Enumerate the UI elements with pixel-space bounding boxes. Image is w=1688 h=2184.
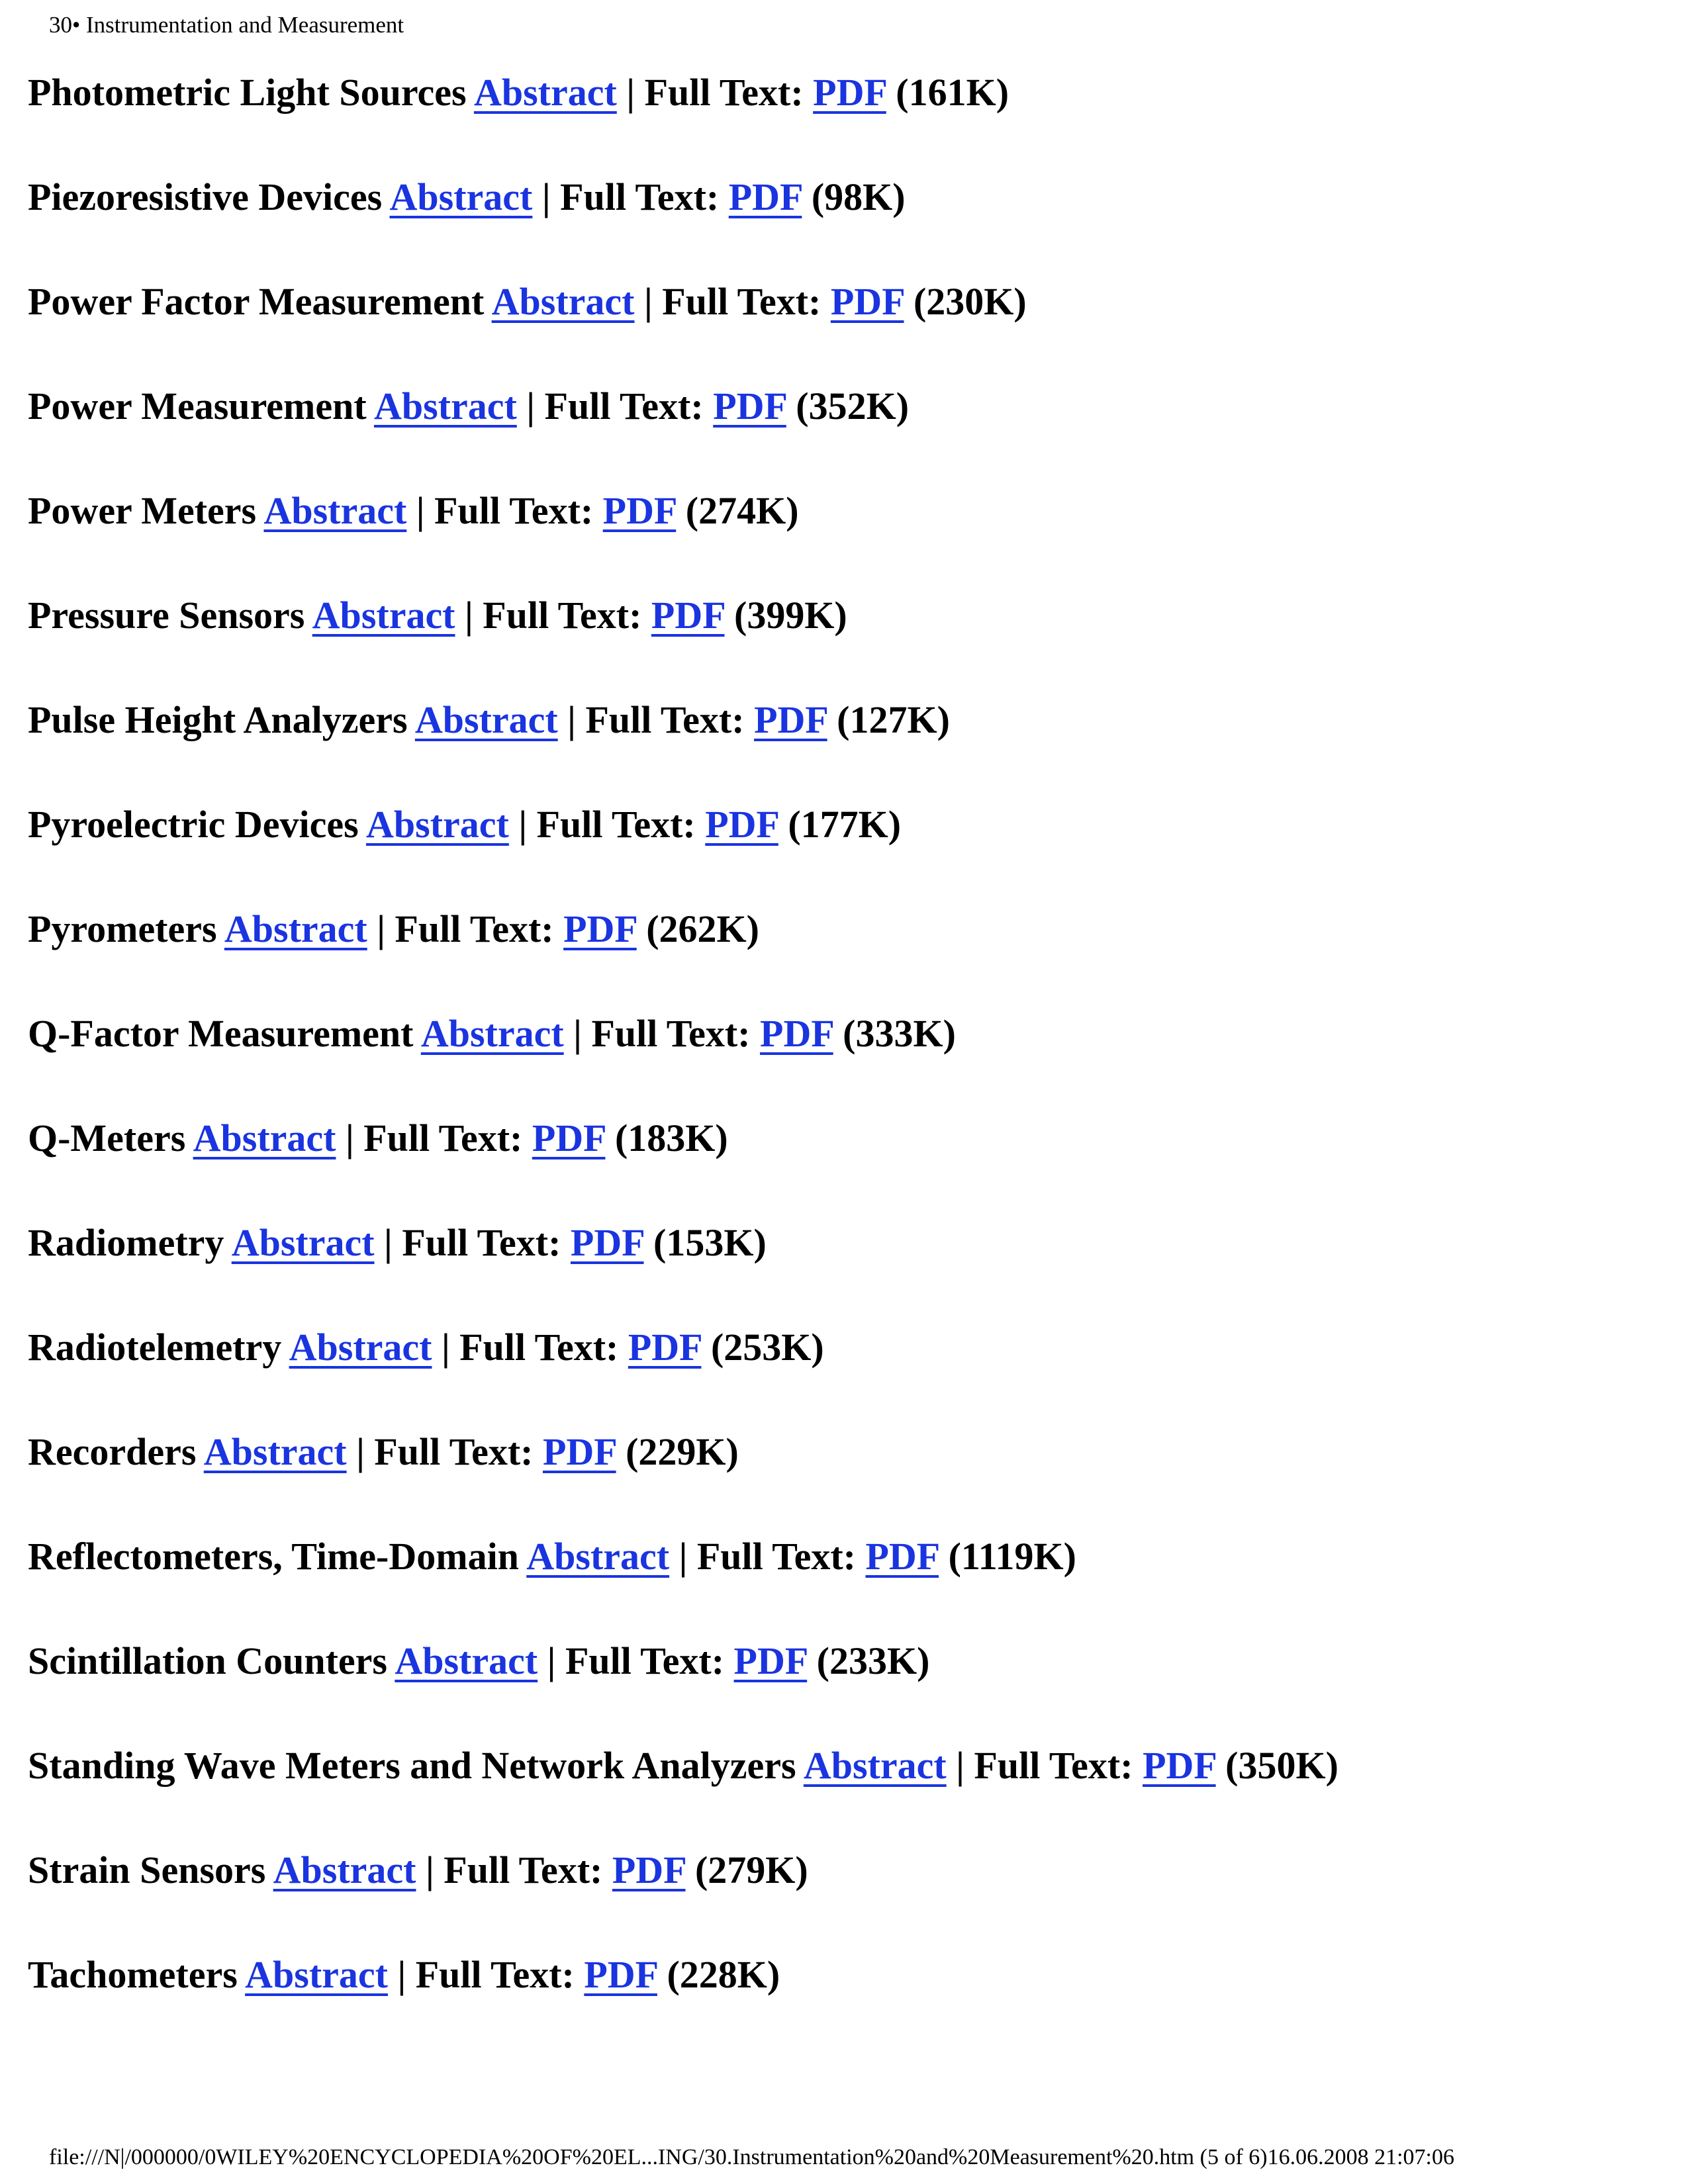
separator: | xyxy=(541,175,551,218)
separator: | xyxy=(465,594,473,637)
file-size: (183K) xyxy=(614,1116,728,1160)
abstract-link[interactable]: Abstract xyxy=(193,1116,336,1160)
full-text-label: Full Text: xyxy=(434,489,594,532)
abstract-link[interactable]: Abstract xyxy=(263,489,407,532)
pdf-link[interactable]: PDF xyxy=(760,1012,833,1055)
pdf-link[interactable]: PDF xyxy=(865,1535,939,1578)
entry-list xyxy=(28,65,1656,2052)
list-item xyxy=(28,274,1656,379)
pdf-link[interactable]: PDF xyxy=(1143,1744,1216,1787)
file-size: (228K) xyxy=(667,1953,780,1996)
entry-title: Power Meters xyxy=(28,489,257,532)
entry-title: Tachometers xyxy=(28,1953,238,1996)
abstract-link[interactable]: Abstract xyxy=(203,1430,347,1473)
pdf-link[interactable]: PDF xyxy=(713,385,786,428)
full-text-label: Full Text: xyxy=(696,1535,856,1578)
pdf-link[interactable]: PDF xyxy=(813,71,886,114)
file-size: (161K) xyxy=(896,71,1009,114)
entry-title: Strain Sensors xyxy=(28,1848,266,1891)
full-text-label: Full Text: xyxy=(459,1326,619,1369)
pdf-link[interactable]: PDF xyxy=(612,1848,686,1891)
abstract-link[interactable]: Abstract xyxy=(491,280,635,323)
full-text-label: Full Text: xyxy=(591,1012,751,1055)
separator: | xyxy=(441,1326,450,1369)
list-item xyxy=(28,169,1656,274)
list-item xyxy=(28,1529,1656,1633)
separator: | xyxy=(425,1848,434,1891)
file-size: (230K) xyxy=(913,280,1027,323)
file-size: (229K) xyxy=(626,1430,739,1473)
full-text-label: Full Text: xyxy=(402,1221,561,1264)
abstract-link[interactable]: Abstract xyxy=(245,1953,388,1996)
separator: | xyxy=(384,1221,393,1264)
entry-title: Pyroelectric Devices xyxy=(28,803,359,846)
list-item xyxy=(28,1424,1656,1529)
file-size: (177K) xyxy=(788,803,902,846)
pdf-link[interactable]: PDF xyxy=(733,1639,808,1682)
full-text-label: Full Text: xyxy=(415,1953,575,1996)
full-text-label: Full Text: xyxy=(483,594,642,637)
list-item xyxy=(28,1843,1656,1947)
list-item xyxy=(28,901,1656,1006)
full-text-label: Full Text: xyxy=(644,71,804,114)
abstract-link[interactable]: Abstract xyxy=(803,1744,947,1787)
page-header: 30• Instrumentation and Measurement xyxy=(49,12,404,38)
file-size: (98K) xyxy=(811,175,906,218)
pdf-link[interactable]: PDF xyxy=(830,280,904,323)
full-text-label: Full Text: xyxy=(444,1848,603,1891)
page-footer: file:///N|/000000/0WILEY%20ENCYCLOPEDIA%20OF%20EL...ING/30.Instrumentation%20and%20Measurement%20.htm (5 of 6)16.06.2008 21:07:06 xyxy=(49,2145,1454,2169)
pdf-link[interactable]: PDF xyxy=(728,175,802,218)
separator: | xyxy=(679,1535,688,1578)
abstract-link[interactable]: Abstract xyxy=(312,594,455,637)
separator: | xyxy=(547,1639,556,1682)
list-item xyxy=(28,1111,1656,1215)
abstract-link[interactable]: Abstract xyxy=(366,803,509,846)
entry-title: Q-Factor Measurement xyxy=(28,1012,414,1055)
file-size: (333K) xyxy=(843,1012,956,1055)
abstract-link[interactable]: Abstract xyxy=(414,698,558,741)
pdf-link[interactable]: PDF xyxy=(754,698,827,741)
separator: | xyxy=(377,907,385,950)
separator: | xyxy=(518,803,528,846)
file-size: (279K) xyxy=(694,1848,808,1891)
list-item xyxy=(28,1947,1656,2052)
pdf-link[interactable]: PDF xyxy=(542,1430,616,1473)
file-size: (262K) xyxy=(646,907,759,950)
separator: | xyxy=(573,1012,582,1055)
entry-title: Piezoresistive Devices xyxy=(28,175,383,218)
entry-title: Recorders xyxy=(28,1430,197,1473)
abstract-link[interactable]: Abstract xyxy=(224,907,367,950)
abstract-link[interactable]: Abstract xyxy=(526,1535,670,1578)
file-size: (352K) xyxy=(796,385,910,428)
file-size: (253K) xyxy=(710,1326,824,1369)
abstract-link[interactable]: Abstract xyxy=(273,1848,416,1891)
entry-title: Scintillation Counters xyxy=(28,1639,387,1682)
abstract-link[interactable]: Abstract xyxy=(420,1012,564,1055)
abstract-link[interactable]: Abstract xyxy=(373,385,517,428)
file-size: (274K) xyxy=(685,489,799,532)
abstract-link[interactable]: Abstract xyxy=(395,1639,538,1682)
separator: | xyxy=(356,1430,365,1473)
full-text-label: Full Text: xyxy=(585,698,745,741)
full-text-label: Full Text: xyxy=(974,1744,1133,1787)
entry-title: Reflectometers, Time-Domain xyxy=(28,1535,519,1578)
pdf-link[interactable]: PDF xyxy=(570,1221,644,1264)
separator: | xyxy=(397,1953,406,1996)
file-size: (1119K) xyxy=(948,1535,1076,1578)
pdf-link[interactable]: PDF xyxy=(532,1116,606,1160)
list-item xyxy=(28,1633,1656,1738)
separator: | xyxy=(626,71,635,114)
list-item xyxy=(28,692,1656,797)
separator: | xyxy=(567,698,576,741)
entry-title: Standing Wave Meters and Network Analyzers xyxy=(28,1744,796,1787)
abstract-link[interactable]: Abstract xyxy=(389,175,533,218)
entry-title: Q-Meters xyxy=(28,1116,186,1160)
list-item xyxy=(28,588,1656,692)
file-size: (127K) xyxy=(837,698,950,741)
pdf-link[interactable]: PDF xyxy=(651,594,725,637)
entry-title: Radiometry xyxy=(28,1221,224,1264)
file-size: (233K) xyxy=(816,1639,930,1682)
separator: | xyxy=(345,1116,354,1160)
abstract-link[interactable]: Abstract xyxy=(473,71,617,114)
full-text-label: Full Text: xyxy=(565,1639,725,1682)
entry-title: Pressure Sensors xyxy=(28,594,305,637)
list-item xyxy=(28,1738,1656,1843)
entry-title: Power Factor Measurement xyxy=(28,280,485,323)
list-item xyxy=(28,797,1656,901)
full-text-label: Full Text: xyxy=(536,803,696,846)
list-item xyxy=(28,65,1656,169)
abstract-link[interactable]: Abstract xyxy=(289,1326,432,1369)
full-text-label: Full Text: xyxy=(560,175,720,218)
pdf-link[interactable]: PDF xyxy=(602,489,677,532)
separator: | xyxy=(526,385,536,428)
list-item xyxy=(28,1320,1656,1424)
separator: | xyxy=(956,1744,964,1787)
abstract-link[interactable]: Abstract xyxy=(231,1221,375,1264)
full-text-label: Full Text: xyxy=(395,907,554,950)
full-text-label: Full Text: xyxy=(662,280,821,323)
pdf-link[interactable]: PDF xyxy=(705,803,778,846)
entry-title: Photometric Light Sources xyxy=(28,71,467,114)
pdf-link[interactable]: PDF xyxy=(563,907,637,950)
full-text-label: Full Text: xyxy=(544,385,704,428)
entry-title: Pulse Height Analyzers xyxy=(28,698,408,741)
separator: | xyxy=(643,280,653,323)
separator: | xyxy=(416,489,425,532)
list-item xyxy=(28,1215,1656,1320)
file-size: (399K) xyxy=(734,594,847,637)
list-item xyxy=(28,379,1656,483)
list-item xyxy=(28,483,1656,588)
pdf-link[interactable]: PDF xyxy=(628,1326,702,1369)
entry-title: Pyrometers xyxy=(28,907,217,950)
entry-title: Radiotelemetry xyxy=(28,1326,282,1369)
full-text-label: Full Text: xyxy=(363,1116,523,1160)
full-text-label: Full Text: xyxy=(374,1430,534,1473)
list-item xyxy=(28,1006,1656,1111)
entry-title: Power Measurement xyxy=(28,385,367,428)
file-size: (153K) xyxy=(653,1221,767,1264)
pdf-link[interactable]: PDF xyxy=(584,1953,657,1996)
file-size: (350K) xyxy=(1225,1744,1338,1787)
